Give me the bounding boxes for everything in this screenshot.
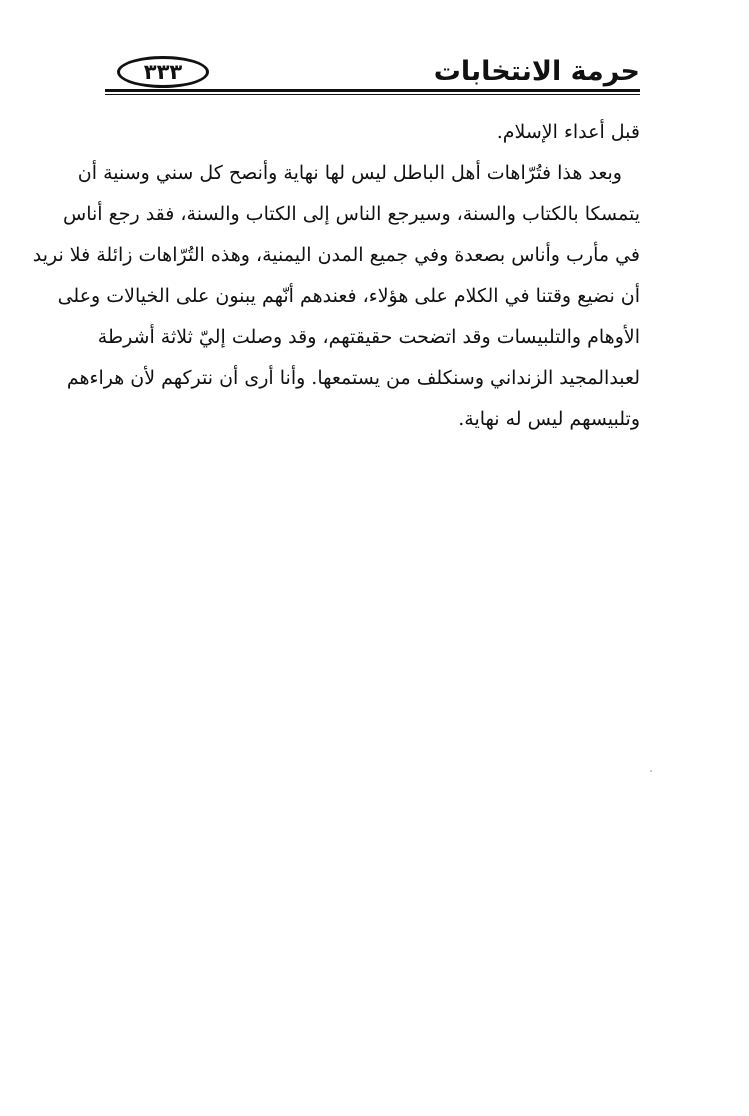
running-title: حرمة الانتخابات [433,56,640,87]
header-rule-thin [105,94,640,95]
text-line: لعبدالمجيد الزنداني وسنكلف من يستمعها. وأنا أرى أن نتركهم لأن هراءهم [66,367,640,389]
text-line: وبعد هذا فتُرّاهات أهل الباطل ليس لها نهاية وأنصح كل سني وسنية أن [77,162,622,184]
text-line: يتمسكا بالكتاب والسنة، وسيرجع الناس إلى الكتاب والسنة، فقد رجع أناس [63,203,640,225]
page-number-badge: ٣٣٣ [117,56,209,88]
text-line: قبل أعداء الإسلام. [496,121,640,143]
text-line: الأوهام والتلبيسات وقد اتضحت حقيقتهم، وقد وصلت إليّ ثلاثة أشرطة [97,326,640,348]
scan-speck [650,770,652,772]
body-text [32,112,640,440]
text-line: أن نضيع وقتنا في الكلام على هؤلاء، فعندهم أنّهم يبنون على الخيالات وعلى [57,285,640,307]
text-line: وتلبيسهم ليس له نهاية. [458,408,640,430]
text-line: في مأرب وأناس بصعدة وفي جميع المدن اليمنية، وهذه التُرّاهات زائلة فلا نريد [32,244,640,266]
page-header [105,48,640,98]
header-rule-thick [105,89,640,92]
